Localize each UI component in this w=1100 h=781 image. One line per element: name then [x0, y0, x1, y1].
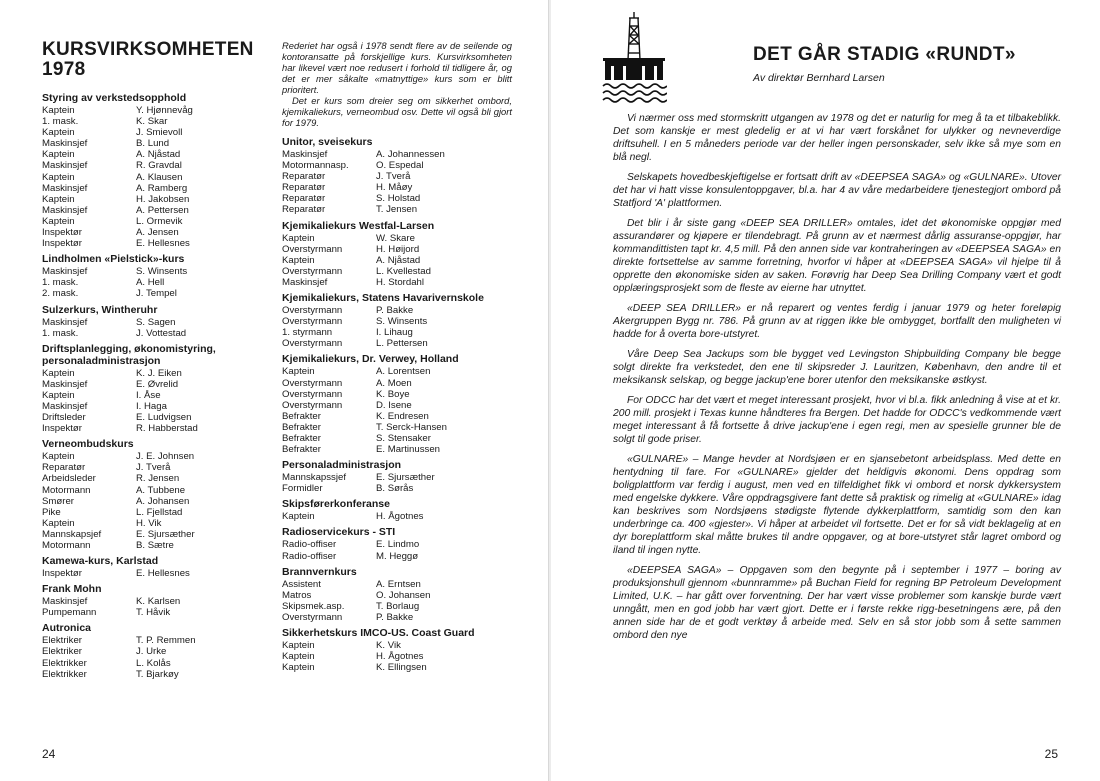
participant-role: Overstyrmann	[282, 316, 343, 328]
participant-role: Kaptein	[42, 149, 75, 161]
participant-row	[42, 518, 274, 529]
participant-role: Overstyrmann	[282, 243, 343, 255]
course-heading: Autronica	[42, 622, 92, 635]
participant-name: A. Pettersen	[136, 204, 189, 216]
participant-role: Inspektør	[42, 423, 82, 435]
participant-name: B. Sætre	[136, 540, 174, 551]
participant-role: Reparatør	[282, 182, 326, 194]
right-page	[551, 0, 1100, 781]
participant-role: Overstyrmann	[282, 399, 343, 411]
participant-role: Maskinsjef	[42, 138, 88, 150]
participant-name: A. Njåstad	[376, 254, 421, 266]
course-heading: Personaladministrasjon	[282, 459, 402, 472]
participant-row	[42, 138, 274, 149]
participant-row	[282, 400, 512, 411]
course-heading: Styring av verkstedsopphold	[42, 92, 187, 104]
participant-name: H. Stordahl	[376, 276, 424, 288]
participant-role: Radio-offiser	[282, 550, 337, 562]
participant-row	[42, 160, 274, 171]
participant-name: I. Lihaug	[376, 327, 413, 339]
participant-row	[282, 444, 512, 455]
participant-name: L. Pettersen	[376, 338, 428, 350]
participant-row	[42, 205, 274, 216]
participant-name: H. Høijord	[376, 243, 420, 255]
participant-name: S. Stensaker	[376, 432, 431, 444]
participant-name: H. Måøy	[376, 182, 413, 194]
participant-role: Befrakter	[282, 421, 321, 433]
page-number: 24	[42, 747, 56, 761]
participant-role: Maskinsjef	[42, 160, 88, 172]
participant-row	[282, 160, 512, 171]
participant-row	[42, 496, 274, 507]
participant-role: Reparatør	[282, 193, 326, 205]
participant-role: Arbeidsleder	[42, 473, 96, 485]
participant-row	[42, 658, 274, 669]
participant-role: Inspektør	[42, 227, 82, 239]
participant-row	[282, 204, 512, 215]
participant-name: H. Ågotnes	[376, 511, 424, 523]
participant-name: J. Tverå	[376, 171, 411, 183]
participant-name: H. Jakobsen	[136, 193, 190, 205]
participant-row	[282, 539, 512, 550]
participant-row	[42, 412, 274, 423]
participant-row	[42, 485, 274, 496]
participant-row	[282, 233, 512, 244]
participant-role: Kaptein	[282, 511, 315, 523]
participant-name: R. Gravdal	[136, 160, 182, 172]
intro-paragraph: Rederiet har også i 1978 sendt flere av de seilende og kontoransatte på forskjellige kurs. Kursvirksomheten har likevel vært noe redusert i forhold til tidligere år, og det er mer såkalte «matnyttige» kurs som er blitt prioritert.	[282, 40, 512, 95]
participant-name: L. Kolås	[136, 657, 171, 669]
participant-row	[282, 316, 512, 327]
participant-role: Kaptein	[282, 366, 315, 378]
participant-name: H. Ågotnes	[376, 651, 424, 663]
participant-name: E. Hellesnes	[136, 238, 190, 250]
article-paragraph: «DEEP SEA DRILLER» er nå reparert og ventes ferdig i januar 1979 og heter foreløpig Akergruppen Bygg nr. 786. På grunn av at riggen ikke ble ombygget, bortfallt den muligheten vi hadde for å overta bore-utstyret.	[613, 303, 1061, 340]
participant-name: E. Lindmo	[376, 539, 420, 551]
article-paragraph: Våre Deep Sea Jackups som ble bygget ved Levingston Shipbuilding Company ble begge solgt direkte fra verkstedet, den ene til skipsreder J. Lauritzen, København, den andre til et meksikansk selskap, og begge jackup'ene borer utenfor den meksikanske østkyst.	[613, 349, 1061, 386]
participant-name: D. Isene	[376, 399, 412, 411]
participant-row	[282, 305, 512, 316]
participant-role: Inspektør	[42, 568, 82, 580]
participant-name: T. Bjarkøy	[136, 668, 179, 680]
participant-role: Reparatør	[42, 462, 86, 474]
participant-row	[42, 646, 274, 657]
participant-role: Pike	[42, 506, 61, 518]
participant-name: A. Johansen	[136, 495, 190, 507]
participant-role: Matros	[282, 589, 312, 601]
participant-row	[42, 277, 274, 288]
participant-role: Maskinsjef	[42, 316, 88, 328]
participant-row	[42, 529, 274, 540]
participant-role: 1. styrmann	[282, 327, 333, 339]
participant-row	[42, 390, 274, 401]
participant-row	[42, 238, 274, 249]
participant-role: Mannskapssjef	[282, 472, 346, 484]
participant-role: 1. mask.	[42, 277, 79, 289]
participant-row	[42, 227, 274, 238]
participant-role: Kaptein	[42, 451, 75, 463]
participant-role: Driftsleder	[42, 412, 86, 424]
article-paragraph: Selskapets hovedbeskjeftigelse er fortsatt drift av «DEEPSEA SAGA» og «GULNARE». Utover det har vi hatt visse konsulentoppgaver, bl.a. har 4 av våre medarbeidere tjenestegjort ombord på Statfjord 'A' plattformen.	[613, 172, 1061, 209]
course-heading: Lindholmen «Pielstick»-kurs	[42, 253, 185, 266]
participant-name: W. Skare	[376, 232, 415, 244]
participant-row	[42, 423, 274, 434]
participant-name: A. Johannessen	[376, 149, 445, 160]
participant-row	[282, 601, 512, 612]
participant-role: Reparatør	[282, 204, 326, 216]
participant-name: R. Habberstad	[136, 423, 198, 435]
course-heading: Driftsplanlegging, økonomistyring, personaladministrasjon	[42, 342, 216, 367]
participant-name: A. Hell	[136, 277, 165, 289]
participant-name: J. Tempel	[136, 288, 177, 300]
participant-row	[282, 378, 512, 389]
participant-row	[282, 422, 512, 433]
participant-name: J. E. Johnsen	[136, 451, 195, 463]
participant-row	[282, 433, 512, 444]
participant-row	[42, 105, 274, 116]
course-list-b	[282, 136, 512, 673]
participant-role: Maskinsjef	[282, 149, 328, 160]
participant-name: A. Tubbene	[136, 484, 186, 496]
course-heading: Frank Mohn	[42, 583, 102, 596]
participant-role: Maskinsjef	[282, 276, 328, 288]
participant-role: Motormann	[42, 484, 91, 496]
article-body	[613, 112, 1061, 649]
course-heading: Sulzerkurs, Wintheruhr	[42, 303, 158, 316]
participant-row	[282, 389, 512, 400]
participant-row	[282, 171, 512, 182]
participant-row	[282, 483, 512, 494]
participant-role: Kaptein	[282, 640, 315, 651]
participant-name: A. Erntsen	[376, 578, 421, 590]
left-page	[0, 0, 549, 781]
participant-name: K. J. Eiken	[136, 367, 182, 379]
participant-role: Kaptein	[42, 389, 75, 401]
participant-role: Befrakter	[282, 410, 321, 422]
participant-role: Kaptein	[282, 651, 315, 663]
left-column-a	[42, 40, 274, 680]
participant-row	[42, 596, 274, 607]
participant-row	[42, 288, 274, 299]
participant-role: Overstyrmann	[282, 377, 343, 389]
participant-name: A. Njåstad	[136, 149, 181, 161]
participant-role: Overstyrmann	[282, 265, 343, 277]
participant-row	[282, 255, 512, 266]
participant-row	[282, 590, 512, 601]
participant-name: L. Kvellestad	[376, 265, 431, 277]
participant-row	[42, 127, 274, 138]
participant-role: Kaptein	[282, 254, 315, 266]
participant-row	[282, 338, 512, 349]
participant-name: T. P. Remmen	[136, 635, 196, 647]
participant-name: J. Urke	[136, 646, 167, 658]
participant-role: Kaptein	[42, 193, 75, 205]
participant-role: Elektriker	[42, 635, 82, 647]
participant-name: L. Fjellstad	[136, 506, 183, 518]
article-title: DET GÅR STADIG «RUNDT»	[753, 44, 1016, 65]
participant-role: Kaptein	[282, 232, 315, 244]
course-heading: Kamewa-kurs, Karlstad	[42, 555, 159, 568]
participant-name: O. Johansen	[376, 589, 431, 601]
page-title	[42, 40, 274, 80]
participant-row	[42, 540, 274, 551]
participant-row	[282, 551, 512, 562]
course-list-a	[42, 92, 274, 680]
article-paragraph: «DEEPSEA SAGA» – Oppgaven som den begynte på i september i 1977 – boring av produksjonshull gjennom «bunnramme» på Buchan Field for regning BP Petroleum Development Limited, U.K. – har gått over forventning. Der har vært visse problemer som kanskje burde vært unngått, men en god jobb har vært gjort. Dette er i første rekke rigg-besetningens ære, på den annen side har de et godt verktøy å arbeide med. Selv en så stor jobb som å sette sammen ombord den nye	[613, 565, 1061, 641]
participant-role: Elektrikker	[42, 668, 87, 680]
participant-name: R. Jensen	[136, 473, 180, 485]
participant-name: E. Sjursæther	[136, 528, 195, 540]
participant-name: S. Winsents	[136, 266, 188, 278]
participant-row	[42, 473, 274, 484]
participant-row	[282, 193, 512, 204]
participant-name: K. Ellingsen	[376, 662, 427, 674]
participant-name: K. Boye	[376, 388, 410, 400]
participant-role: Maskinsjef	[42, 400, 88, 412]
participant-row	[42, 183, 274, 194]
article-paragraph: Det blir i år siste gang «DEEP SEA DRILLER» omtales, idet det økonomiske oppgjør med assurandører og kjøpere er tilendebragt. På grunn av et nærmest dårlig assuranse-oppgjør, har kommandittisten tapt kr. 4,5 mill. På den annen side var kontraheringen av «DEEPSEA SAGA» en direkte fortsettelse av samme forretning, hvorfor vi håper at «DEEPSEA SAGA» vil hjelpe til å opprette den økonomiske siden av saken. Forøvrig har Deep Sea Drilling Company vært et godt opplæringsprosjekt som de fleste av eierne har utnyttet.	[613, 218, 1061, 294]
participant-role: Formidler	[282, 483, 323, 495]
participant-role: Befrakter	[282, 432, 321, 444]
participant-name: E. Hellesnes	[136, 568, 190, 580]
course-heading: Skipsførerkonferanse	[282, 498, 390, 511]
participant-name: T. Serck-Hansen	[376, 421, 447, 433]
article-byline: Av direktør Bernhard Larsen	[753, 72, 885, 84]
participant-name: S. Sagen	[136, 316, 176, 328]
participant-name: T. Borlaug	[376, 600, 420, 612]
participant-row	[42, 194, 274, 205]
participant-role: Skipsmek.asp.	[282, 600, 345, 612]
page-number: 25	[1044, 747, 1058, 761]
participant-role: Maskinsjef	[42, 596, 88, 608]
course-heading: Verneombudskurs	[42, 438, 134, 451]
course-heading: Kjemikaliekurs, Dr. Verwey, Holland	[282, 353, 459, 366]
oil-rig-icon	[601, 8, 667, 106]
participant-role: Pumpemann	[42, 607, 97, 619]
participant-role: Motormann	[42, 540, 91, 551]
participant-role: Motormannasp.	[282, 160, 349, 172]
participant-role: Overstyrmann	[282, 305, 343, 317]
participant-row	[42, 266, 274, 277]
participant-name: J. Vottestad	[136, 327, 187, 339]
participant-row	[42, 216, 274, 227]
participant-row	[282, 579, 512, 590]
participant-role: Overstyrmann	[282, 388, 343, 400]
participant-row	[282, 327, 512, 338]
participant-role: Kaptein	[42, 127, 75, 139]
participant-name: E. Martinussen	[376, 444, 440, 456]
participant-name: I. Åse	[136, 389, 161, 401]
participant-role: Befrakter	[282, 444, 321, 456]
participant-row	[42, 401, 274, 412]
article-paragraph: Vi nærmer oss med stormskritt utgangen av 1978 og det er naturlig for meg å ta et tilbakeblikk. Det som kanskje er mest gledelig er at vi har vært forskånet for ulykker og nevneverdige driftsuhell. I en 5 måneders periode var der heller ingen personskader, selv ikke så mye som en blå negl.	[613, 113, 1061, 163]
participant-row	[42, 568, 274, 579]
participant-role: 1. mask.	[42, 327, 79, 339]
participant-row	[282, 149, 512, 160]
participant-name: S. Holstad	[376, 193, 421, 205]
article-paragraph: «GULNARE» – Mange hevder at Nordsjøen er en sjansebetont arbeidsplass. Med dette en hentydning til fare. For «GULNARE» gjelder det heldigvis økonomi. Dens oppdrag som boligplattform var ferdig i august, men ved en tilfeldighet fikk vi ombord et norsk dykkersystem med engelske dykkere. Våre oppdragsgivere fant dette så praktisk og rimelig at «GULNARE» idag kan beskrives som Nordsjøens stødigste flytende dykkerplattform, samtidig som den kan underbringe ca. 400 «gjester». Vi håper at arbeidet vil fortsette. Det er for så vidt beklagelig at en dyr boreplattform skal måtte brukes til andre oppgaver, og at bore-utstyret står lagret ombord og iland til ingen nytte.	[613, 454, 1061, 556]
participant-role: Elektriker	[42, 646, 82, 658]
participant-role: Elektrikker	[42, 657, 87, 669]
participant-row	[42, 328, 274, 339]
participant-role: 1. mask.	[42, 116, 79, 128]
intro-paragraph: Det er kurs som dreier seg om sikkerhet ombord, kjemikaliekurs, verneombud osv. Dette vil også bli gjort for 1979.	[282, 95, 512, 128]
participant-role: Assistent	[282, 578, 321, 590]
participant-name: A. Ramberg	[136, 182, 188, 194]
participant-role: Kaptein	[42, 171, 75, 183]
participant-name: A. Klausen	[136, 171, 183, 183]
participant-name: B. Lund	[136, 138, 170, 150]
participant-name: P. Bakke	[376, 305, 414, 317]
participant-name: J. Tverå	[136, 462, 171, 474]
participant-role: Mannskapsjef	[42, 528, 102, 540]
participant-name: P. Bakke	[376, 611, 414, 623]
participant-name: T. Jensen	[376, 204, 418, 216]
participant-name: O. Espedal	[376, 160, 424, 172]
participant-row	[282, 651, 512, 662]
participant-role: Maskinsjef	[42, 266, 88, 278]
participant-role: Kaptein	[42, 105, 75, 116]
participant-row	[282, 640, 512, 651]
title-line-1: KURSVIRKSOMHETEN	[42, 39, 254, 60]
course-heading: Kjemikaliekurs, Statens Havarivernskole	[282, 292, 484, 305]
participant-name: E. Øvrelid	[136, 378, 179, 390]
participant-role: Maskinsjef	[42, 182, 88, 194]
participant-role: Radio-offiser	[282, 539, 337, 551]
participant-row	[42, 368, 274, 379]
participant-name: E. Ludvigsen	[136, 412, 192, 424]
participant-name: K. Vik	[376, 640, 401, 651]
left-column-b	[282, 40, 512, 673]
participant-name: A. Lorentsen	[376, 366, 431, 378]
course-heading: Unitor, sveisekurs	[282, 136, 373, 148]
participant-row	[42, 317, 274, 328]
participant-name: K. Karlsen	[136, 596, 181, 608]
participant-row	[282, 612, 512, 623]
participant-row	[42, 462, 274, 473]
participant-role: Kaptein	[42, 367, 75, 379]
participant-row	[42, 669, 274, 680]
participant-row	[42, 607, 274, 618]
participant-name: E. Sjursæther	[376, 472, 435, 484]
participant-role: Maskinsjef	[42, 204, 88, 216]
participant-role: Kaptein	[42, 215, 75, 227]
participant-row	[42, 451, 274, 462]
participant-role: Inspektør	[42, 238, 82, 250]
participant-row	[42, 507, 274, 518]
participant-row	[282, 411, 512, 422]
article-paragraph: For ODCC har det vært et meget interessant prosjekt, hvor vi bl.a. fikk anledning å vise at et kr. 200 mill. prosjekt i Texas kunne håndteres fra Bergen. Det hadde for ODCC's vedkommende vært meget interessant å få fortsette å drive jackup'ene i egen regi, men av spesielle grunner ble de solgt til gode priser.	[613, 395, 1061, 445]
participant-row	[282, 472, 512, 483]
participant-row	[42, 635, 274, 646]
course-heading: Sikkerhetskurs IMCO-US. Coast Guard	[282, 627, 475, 639]
participant-role: Reparatør	[282, 171, 326, 183]
participant-name: T. Håvik	[136, 607, 171, 619]
participant-name: L. Ormevik	[136, 215, 183, 227]
participant-name: B. Sørås	[376, 483, 414, 495]
participant-row	[42, 149, 274, 160]
participant-role: 2. mask.	[42, 288, 79, 300]
participant-row	[282, 266, 512, 277]
participant-role: Smører	[42, 495, 74, 507]
participant-name: K. Skar	[136, 116, 168, 128]
participant-name: K. Endresen	[376, 410, 429, 422]
participant-row	[282, 662, 512, 673]
participant-name: J. Smievoll	[136, 127, 183, 139]
participant-role: Maskinsjef	[42, 378, 88, 390]
title-line-2: 1978	[42, 59, 86, 80]
participant-name: A. Jensen	[136, 227, 179, 239]
course-heading: Brannvernkurs	[282, 565, 357, 578]
participant-name: I. Haga	[136, 400, 167, 412]
course-heading: Kjemikaliekurs Westfal-Larsen	[282, 219, 435, 232]
participant-name: S. Winsents	[376, 316, 428, 328]
participant-row	[282, 277, 512, 288]
participant-role: Kaptein	[42, 517, 75, 529]
participant-row	[282, 366, 512, 377]
participant-row	[42, 116, 274, 127]
course-heading: Radioservicekurs - STI	[282, 526, 396, 539]
participant-role: Overstyrmann	[282, 338, 343, 350]
participant-name: M. Heggø	[376, 550, 419, 562]
participant-row	[282, 244, 512, 255]
participant-name: Y. Hjønnevåg	[136, 105, 193, 116]
participant-row	[282, 511, 512, 522]
participant-row	[42, 172, 274, 183]
participant-row	[42, 379, 274, 390]
participant-role: Overstyrmann	[282, 611, 343, 623]
participant-role: Kaptein	[282, 662, 315, 674]
participant-name: H. Vik	[136, 517, 162, 529]
participant-row	[282, 182, 512, 193]
participant-name: A. Moen	[376, 377, 412, 389]
